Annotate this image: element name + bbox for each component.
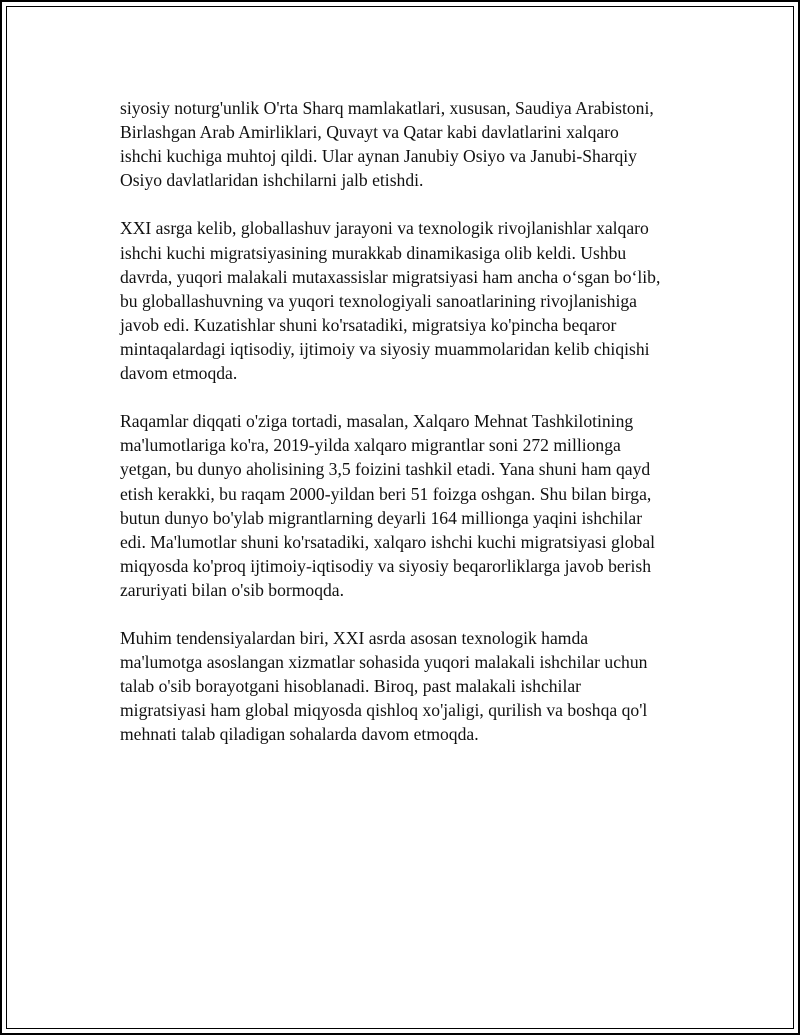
paragraph <box>120 626 690 746</box>
text-line: miqyosda ko'proq ijtimoiy-iqtisodiy va siyosiy beqarorliklarga javob berish <box>120 555 652 576</box>
paragraph <box>120 409 690 602</box>
text-line: davrda, yuqori malakali mutaxassislar migratsiyasi ham ancha o‘sgan bo‘lib, <box>120 266 661 287</box>
text-line: javob edi. Kuzatishlar shuni ko'rsatadiki, migratsiya ko'pincha beqaror <box>120 314 617 335</box>
text-line: migratsiyasi ham global miqyosda qishloq xo'jaligi, qurilish va boshqa qo'l <box>120 700 648 721</box>
text-line: butun dunyo bo'ylab migrantlarning deyarli 164 millionga yaqini ishchilar <box>120 507 643 528</box>
text-line: Muhim tendensiyalardan biri, XXI asrda asosan texnologik hamda <box>120 628 589 649</box>
text-line: bu globallashuvning va yuqori texnologiyali sanoatlarining rivojlanishiga <box>120 290 637 311</box>
text-line: zaruriyati bilan o'sib bormoqda. <box>120 579 345 600</box>
text-line: siyosiy noturg'unlik O'rta Sharq mamlakatlari, xususan, Saudiya Arabistoni, <box>120 98 654 118</box>
text-line: yetgan, bu dunyo aholisining 3,5 foizini tashkil etadi. Yana shuni ham qayd <box>120 459 651 480</box>
document-body <box>120 96 690 771</box>
text-line: ma'lumotga asoslangan xizmatlar sohasida yuqori malakali ishchilar uchun <box>120 652 648 673</box>
text-line: talab o'sib borayotgani hisoblanadi. Biroq, past malakali ishchilar <box>120 676 581 697</box>
text-line: mehnati talab qiladigan sohalarda davom etmoqda. <box>120 724 479 745</box>
paragraph <box>120 96 690 192</box>
paragraph <box>120 216 690 385</box>
text-line: Raqamlar diqqati o'ziga tortadi, masalan, Xalqaro Mehnat Tashkilotining <box>120 411 634 432</box>
text-line: edi. Ma'lumotlar shuni ko'rsatadiki, xalqaro ishchi kuchi migratsiyasi global <box>120 531 656 552</box>
text-line: Osiyo davlatlaridan ishchilarni jalb etishdi. <box>120 170 424 191</box>
text-line: ishchi kuchiga muhtoj qildi. Ular aynan Janubiy Osiyo va Janubi-Sharqiy <box>120 146 637 167</box>
text-line: etish kerakki, bu raqam 2000-yildan beri 51 foizga oshgan. Shu bilan birga, <box>120 483 652 504</box>
text-line: mintaqalardagi iqtisodiy, ijtimoiy va siyosiy muammolaridan kelib chiqishi <box>120 338 650 359</box>
text-line: ishchi kuchi migratsiyasining murakkab dinamikasiga olib keldi. Ushbu <box>120 242 627 263</box>
text-line: Birlashgan Arab Amirliklari, Quvayt va Qatar kabi davlatlarini xalqaro <box>120 122 619 143</box>
text-line: davom etmoqda. <box>120 363 238 384</box>
text-line: XXI asrga kelib, globallashuv jarayoni va texnologik rivojlanishlar xalqaro <box>120 218 649 239</box>
text-line: ma'lumotlariga ko'ra, 2019-yilda xalqaro migrantlar soni 272 millionga <box>120 435 621 456</box>
